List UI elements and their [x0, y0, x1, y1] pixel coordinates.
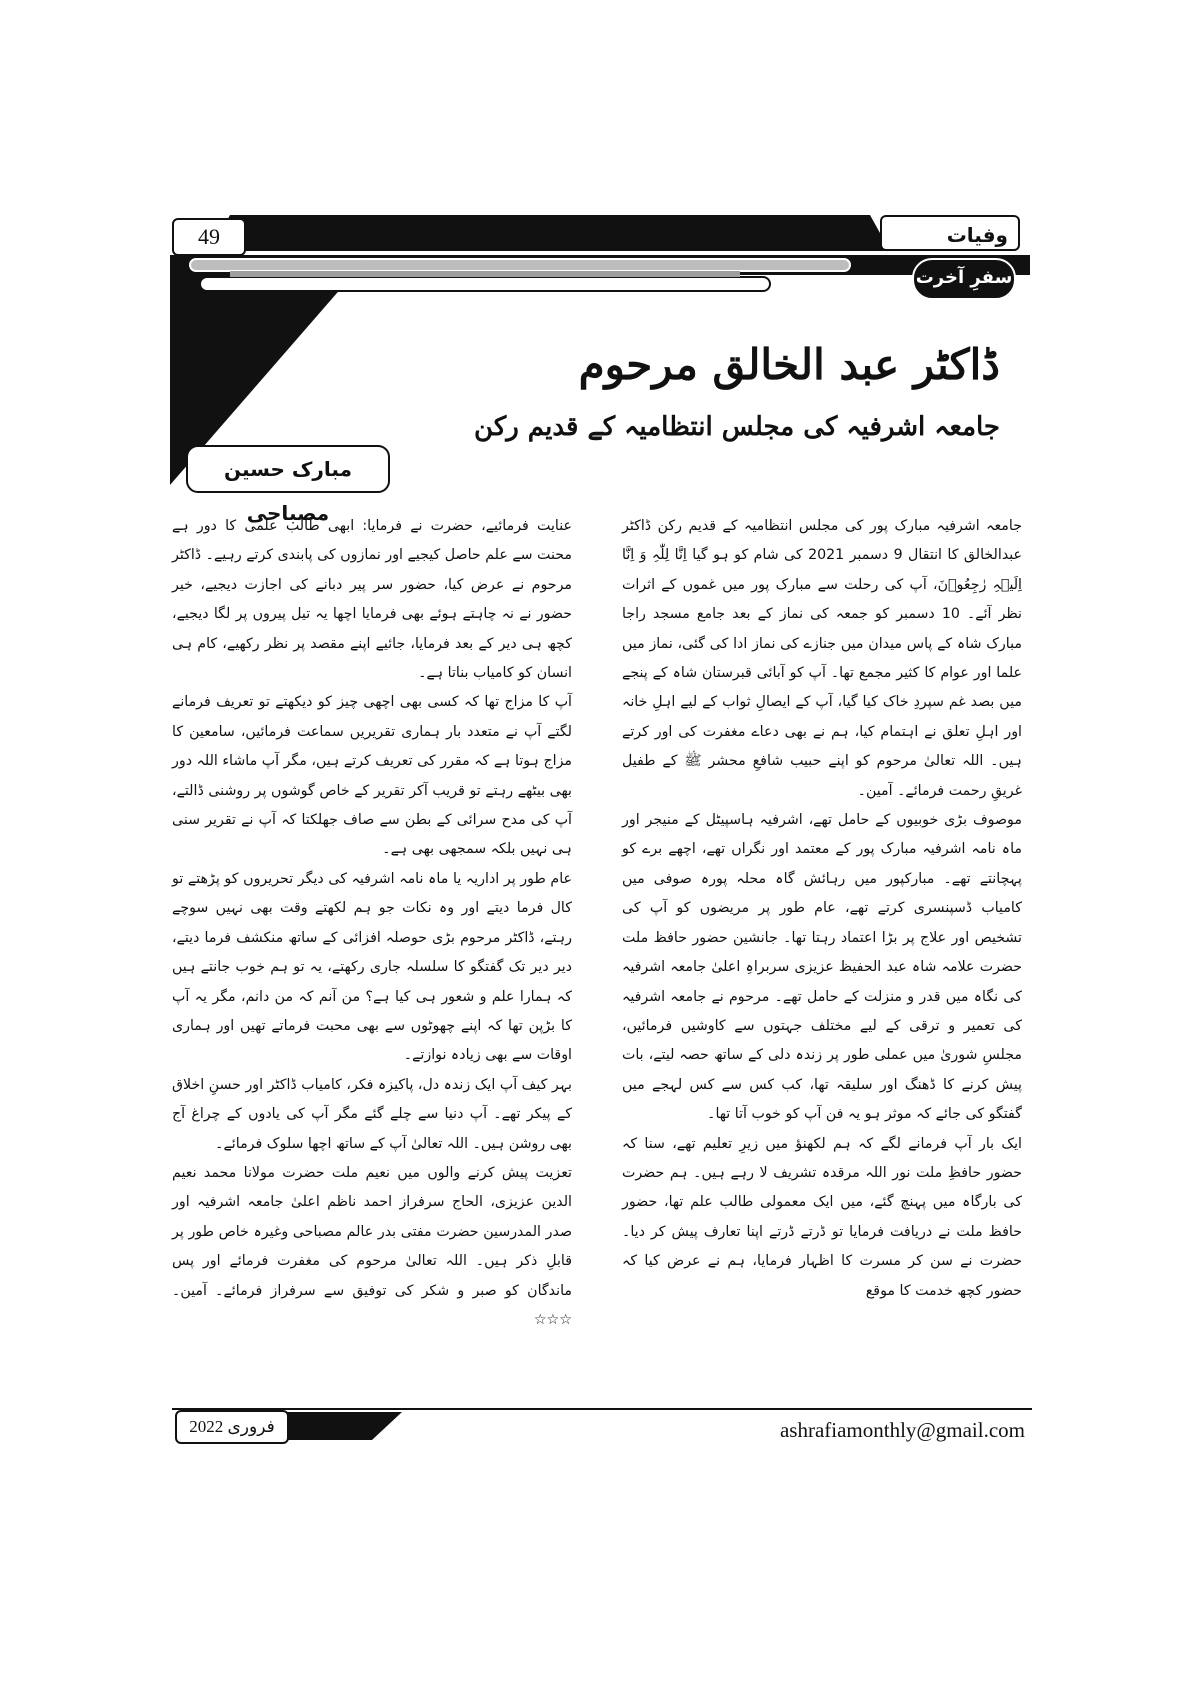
- paragraph: عنایت فرمائیے، حضرت نے فرمایا: ابھی طالب علمی کا دور ہے محنت سے علم حاصل کیجیے اور نمازوں کی پابندی کرتے رہیے۔ ڈاکٹر مرحوم نے عرض کیا، حضور سر پیر دبانے کی اجازت دیجیے، خیر حضور نے نہ چاہتے ہوئے بھی فرمایا اچھا یہ تیل پیروں پر لگا دیجیے، کچھ ہی دیر کے بعد فرمایا، جائیے اپنے مقصد پر نظر رکھیے، کام ہی انسان کو کامیاب بناتا ہے۔: [172, 518, 572, 682]
- paragraph: جامعہ اشرفیہ مبارک پور کی مجلس انتظامیہ کے قدیم رکن ڈاکٹر عبدالخالق کا انتقال 9 دسمبر 2021 کی شام کو ہو گیا اِنَّا لِلّٰہِ وَ اِنَّا اِلَیۡہِ رٰجِعُوۡنَ، آپ کی رحلت سے مبارک پور میں غموں کے اثرات نظر آئے۔ 10 دسمبر کو جمعہ کی نماز کے بعد جامع مسجد راجا مبارک شاہ کے پاس میدان میں جنازے کی نماز ادا کی گئی، نماز میں علما اور عوام کا کثیر مجمع تھا۔ آپ کو آبائی قبرستان شاہ کے پنجے میں بصد غم سپردِ خاک کیا گیا، آپ کے ایصالِ ثواب کے لیے اہلِ خانہ اور اہلِ تعلق نے اہتمام کیا، ہم نے بھی دعاے مغفرت کی اور کرتے ہیں۔ اللہ تعالیٰ مرحوم کو اپنے حبیب شافعِ محشر ﷺ کے طفیل غریقِ رحمت فرمائے۔ آمین۔: [622, 518, 1023, 799]
- issue-date: فروری 2022: [175, 1410, 289, 1444]
- paragraph: ایک بار آپ فرمانے لگے کہ ہم لکھنؤ میں زیرِ تعلیم تھے، سنا کہ حضور حافظِ ملت نور اللہ مرقدہ تشریف لا رہے ہیں۔ ہم حضرت کی بارگاہ میں پہنچ گئے، میں ایک معمولی طالب علم تھا، حضور حافظ ملت نے دریافت فرمایا تو ڈرتے ڈرتے اپنا تعارف پیش کر دیا۔ حضرت نے سن کر مسرت کا اظہار فرمایا، ہم نے عرض کیا کہ حضور کچھ خدمت کا موقع: [622, 1135, 1022, 1299]
- series-badge: سفرِ آخرت: [912, 258, 1016, 300]
- body-column-right: [622, 512, 1022, 1306]
- paragraph: تعزیت پیش کرنے والوں میں نعیم ملت حضرت مولانا محمد نعیم الدین عزیزی، الحاج سرفراز احمد ناظم اعلیٰ جامعہ اشرفیہ اور صدر المدرسین حضرت مفتی بدر عالم مصباحی وغیرہ خاص طور پر قابلِ ذکر ہیں۔ اللہ تعالیٰ مرحوم کی مغفرت فرمائے اور پس ماندگان کو صبر و شکر کی توفیق سے سرفراز فرمائے۔ آمین۔ ☆☆☆: [172, 1164, 572, 1328]
- article-title: ڈاکٹر عبد الخالق مرحوم: [578, 340, 1000, 389]
- paragraph: موصوف بڑی خوبیوں کے حامل تھے، اشرفیہ ہاسپیٹل کے منیجر اور ماہ نامہ اشرفیہ مبارک پور کے معتمد اور نگراں تھے، اچھے برے کو پہچانتے تھے۔ مبارکپور میں رہائش گاہ محلہ پورہ صوفی میں کامیاب ڈسپنسری کرتے تھے، عام طور پر مریضوں کو آپ کی تشخیص اور علاج پر بڑا اعتماد رہتا تھا۔ جانشین حضور حافظ ملت حضرت علامہ شاہ عبد الحفیظ عزیزی سربراہِ اعلیٰ جامعہ اشرفیہ کی نگاہ میں قدر و منزلت کے حامل تھے۔ مرحوم نے جامعہ اشرفیہ کی تعمیر و ترقی کے لیے مختلف جہتوں سے کاوشیں فرمائیں، مجلسِ شوریٰ میں عملی طور پر زندہ دلی کے ساتھ حصہ لیتے، بات پیش کرنے کا ڈھنگ اور سلیقہ تھا، کب کس سے کس لہجے میں گفتگو کی جائے کہ موثر ہو یہ فن آپ کو خوب آتا تھا۔: [622, 812, 1022, 1123]
- author-name: مبارک حسین مصباحی: [186, 445, 390, 493]
- paragraph: بہر کیف آپ ایک زندہ دل، پاکیزہ فکر، کامیاب ڈاکٹر اور حسنِ اخلاق کے پیکر تھے۔ آپ دنیا سے چلے گئے مگر آپ کی یادوں کے چراغ آج بھی روشن ہیں۔ اللہ تعالیٰ آپ کے ساتھ اچھا سلوک فرمائے۔: [172, 1076, 572, 1152]
- paragraph: عام طور پر اداریہ یا ماہ نامہ اشرفیہ کی دیگر تحریروں کو پڑھتے تو کال فرما دیتے اور وہ نکات جو ہم لکھتے وقت بھی نہیں سوچے رہتے، ڈاکٹر مرحوم بڑی حوصلہ افزائی کے ساتھ منکشف فرما دیتے، دیر دیر تک گفتگو کا سلسلہ جاری رکھتے، یہ تو ہم خوب جانتے ہیں کہ ہمارا علم و شعور ہی کیا ہے؟ من آنم کہ من دانم، مگر یہ آپ کا بڑپن تھا کہ اپنے چھوٹوں سے بھی محبت فرماتے تھیں اور ہماری اوقات سے بھی زیادہ نوازتے۔: [172, 870, 572, 1064]
- article-subtitle: جامعہ اشرفیہ کی مجلس انتظامیہ کے قدیم رکن: [474, 412, 1000, 442]
- section-label: وفیات: [880, 215, 1020, 251]
- contact-email: ashrafiamonthly@gmail.com: [779, 1418, 1025, 1442]
- body-column-left: [172, 512, 572, 1335]
- paragraph: آپ کا مزاج تھا کہ کسی بھی اچھی چیز کو دیکھتے تو تعریف فرمانے لگتے آپ نے متعدد بار ہماری تقریریں سماعت فرمائیں، سامعین کا مزاج ہوتا ہے کہ مقرر کی تعریف کرتے ہیں، مگر آپ ماشاء اللہ دور بھی بیٹھے رہتے تو قریب آکر تقریر کے خاص گوشوں پر روشنی ڈالتے، آپ کی مدح سرائی کے بطن سے صاف جھلکتا کہ آپ نے تقریر سنی ہی نہیں بلکہ سمجھی بھی ہے۔: [172, 694, 572, 858]
- page-number: 49: [172, 218, 246, 256]
